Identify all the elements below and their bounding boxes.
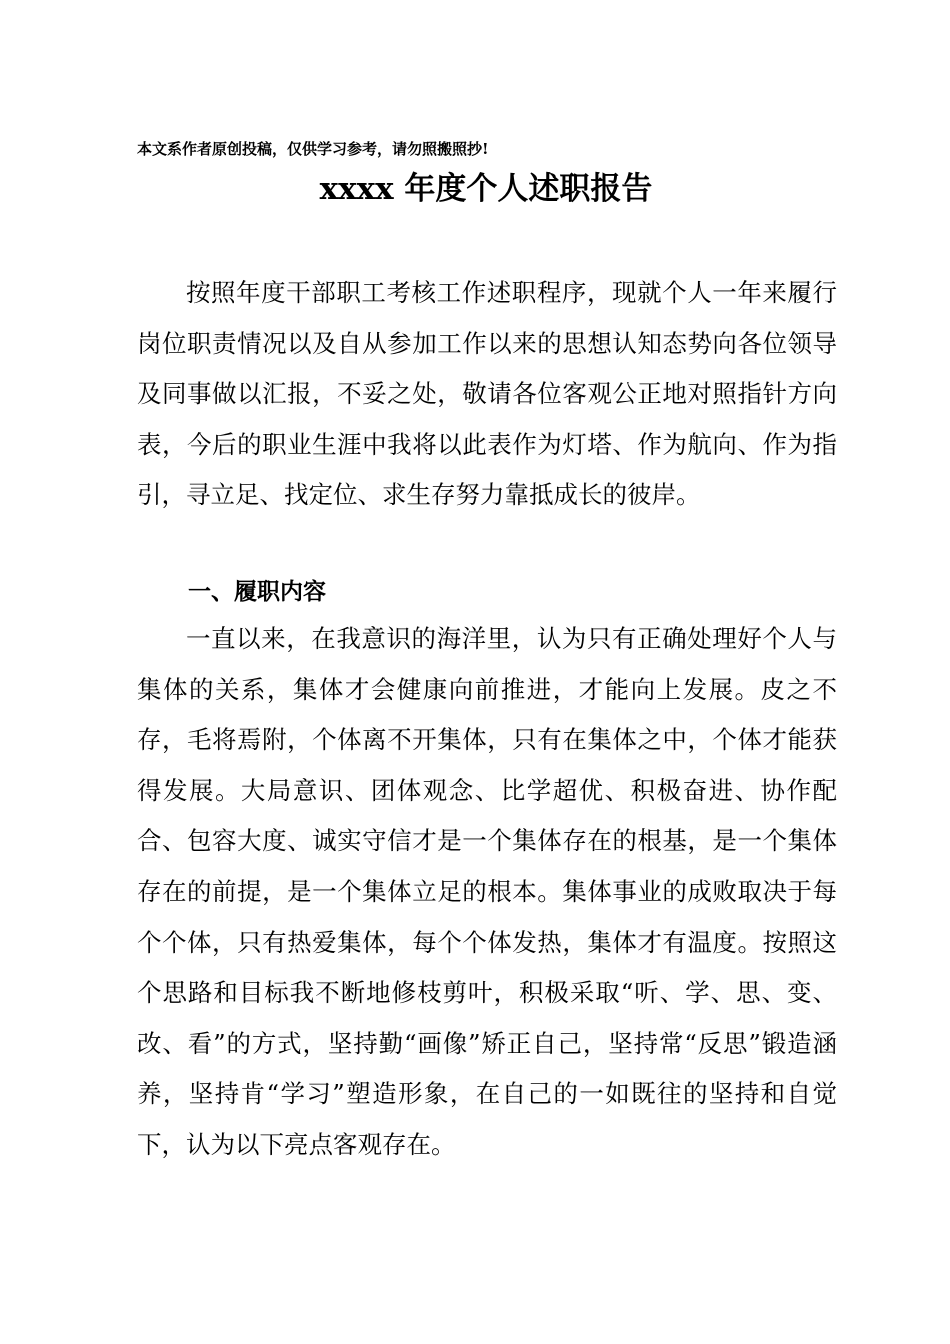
intro-paragraph: 按照年度干部职工考核工作述职程序，现就个人一年来履行岗位职责情况以及自从参加工作以来的思想认知态势向各位领导及同事做以汇报，不妥之处，敬请各位客观公正地对照指针方向表，今后的职业生涯中我将以此表作为灯塔、作为航向、作为指引，寻立足、找定位、求生存努力靠抵成长的彼岸。 bbox=[137, 278, 837, 510]
section-paragraph: 一直以来，在我意识的海洋里，认为只有正确处理好个人与集体的关系，集体才会健康向前推进，才能向上发展。皮之不存，毛将焉附，个体离不开集体，只有在集体之中，个体才能获得发展。大局意识、团体观念、比学超优、积极奋进、协作配合、包容大度、诚实守信才是一个集体存在的根基，是一个集体存在的前提，是一个集体立足的根本。集体事业的成败取决于每个个体，只有热爱集体，每个个体发热，集体才有温度。按照这个思路和目标我不断地修枝剪叶，积极采取“听、学、思、变、改、看”的方式，坚持勤“画像”矫正自己，坚持常“反思”锻造涵养，坚持肯“学习”塑造形象，在自己的一如既往的坚持和自觉下，认为以下亮点客观存在。 bbox=[137, 624, 837, 1159]
document-title: xxxx 年度个人述职报告 bbox=[319, 171, 653, 207]
copyright-notice: 本文系作者原创投稿，仅供学习参考，请勿照搬照抄! bbox=[137, 140, 489, 158]
section-heading: 一、履职内容 bbox=[188, 579, 326, 605]
